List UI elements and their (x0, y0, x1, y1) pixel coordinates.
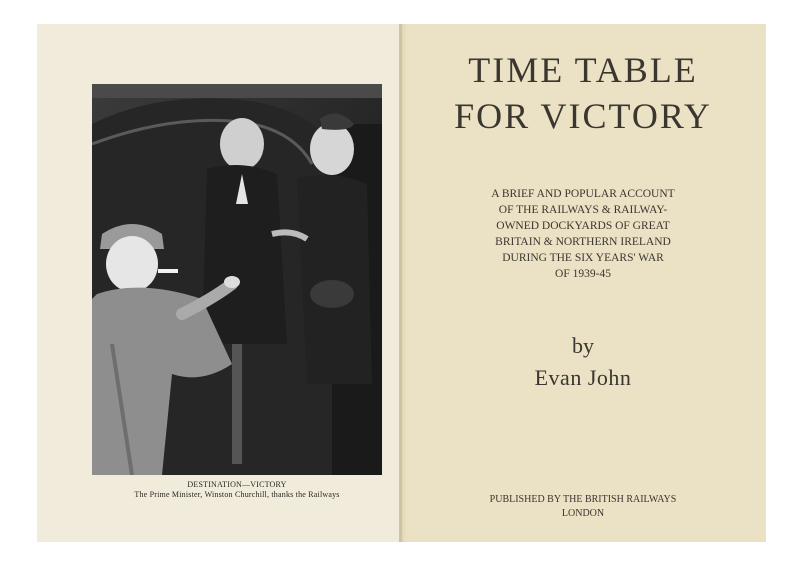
subtitle-line: A BRIEF AND POPULAR ACCOUNT (491, 188, 675, 200)
book-title-line2: FOR VICTORY (454, 96, 712, 136)
subtitle-line: BRITAIN & NORTHERN IRELAND (495, 236, 671, 248)
photo-illustration (92, 84, 382, 475)
book-title-line1: TIME TABLE (468, 50, 698, 90)
by-line: by (572, 333, 594, 358)
author-name: Evan John (534, 365, 632, 390)
publisher (400, 493, 766, 521)
subtitle-line: DURING THE SIX YEARS' WAR (502, 252, 664, 264)
subtitle-line: OF 1939-45 (555, 268, 611, 280)
subtitle-line: OF THE RAILWAYS & RAILWAY- (498, 204, 668, 216)
publisher-line2: LONDON (561, 508, 605, 519)
frontispiece-photo (92, 84, 382, 475)
subtitle-line: OWNED DOCKYARDS OF GREAT (496, 220, 670, 232)
photo-caption-title: DESTINATION—VICTORY (187, 480, 287, 489)
photo-caption-subtitle: The Prime Minister, Winston Churchill, thanks the Railways (134, 490, 340, 499)
publisher-line1: PUBLISHED BY THE BRITISH RAILWAYS (489, 494, 677, 505)
book-subtitle (400, 186, 766, 282)
